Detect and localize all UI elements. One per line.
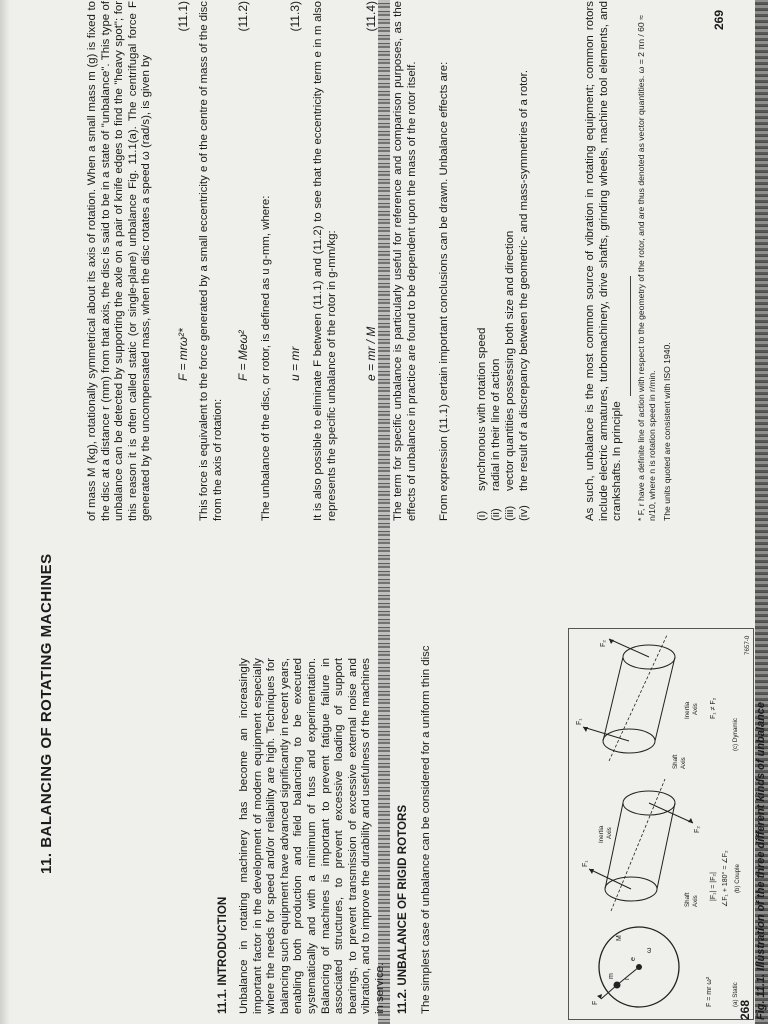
para-eccentricity-text: This force is equivalent to the force generated by a small eccentricity e of the centre of mass of the disc from the axis of rotation: (198, 1, 224, 521)
label-F2-b: F₂ (694, 826, 701, 833)
label-shaft-axis-b: Axis (692, 895, 699, 907)
equation-11-3-expr: u = mr (288, 346, 302, 381)
para-specific-term (392, 1, 419, 521)
label-axis-b: Axis (606, 827, 613, 839)
para-unbalance-definition-text: The unbalance of the disc, or rotor, is defined as u g-mm, where: (260, 195, 272, 521)
list-item (504, 1, 518, 521)
para-common-source (584, 1, 625, 521)
list-item-number: (i) (476, 510, 488, 521)
label-shaft-c: Shaft (672, 754, 679, 769)
couple-arrowhead-2 (688, 818, 693, 823)
equation-11-4-number: (11.4) (364, 1, 378, 32)
equation-11-2-expr: F = Meω² (236, 330, 250, 381)
couple-eq-2: ∠F₁ + 180° = ∠F₂ (722, 850, 729, 907)
label-M: M (616, 935, 623, 941)
equation-11-2-number: (11.2) (236, 1, 250, 32)
para-eccentricity (198, 1, 225, 521)
equation-11-3-number: (11.3) (288, 1, 302, 32)
para-conclusions-text: From expression (11.1) certain important conclusions can be drawn. Unbalance effects are: (438, 61, 450, 521)
footnote-vector: * F, r have a definite line of action with respect to the geometry of the rotor, and are thus denoted as vector quantities. ω = 2 πn / 60 ≈ n/10, where n is rotation speed in r/min. (636, 15, 657, 521)
para-specific-term-text: The term for specific unbalance is particularly useful for reference and comparison purposes, as the effects of unbalance in practice are found to be dependent upon the mass of the rotor itself. (392, 1, 418, 521)
list-item-text: vector quantities possessing both size and direction (504, 230, 517, 491)
unbalance-effects-list (476, 1, 532, 521)
list-item-text: the result of a discrepancy between the geometric- and mass-symmetries of a rotor. (518, 69, 531, 491)
list-item (490, 1, 504, 521)
equation-11-1-expr: F = mrω²* (176, 328, 190, 381)
section-heading-introduction: 11.1. INTRODUCTION (216, 896, 229, 1014)
list-item-number: (iii) (504, 505, 517, 521)
figure-code: 7657-0 (744, 635, 751, 655)
shaft-axis-c (609, 635, 667, 761)
equation-11-4 (364, 1, 380, 521)
label-F2-c: F₂ (600, 640, 607, 647)
dynamic-arrowhead-2 (609, 639, 614, 644)
list-item-text: radial in their line of action (490, 358, 503, 491)
rotor-edge-top-c (603, 657, 623, 741)
label-shaft-b: Shaft (684, 892, 691, 907)
couple-eq-1: |F₁| = |F₂| (710, 872, 717, 901)
label-shaft-axis-c: Axis (680, 757, 687, 769)
equation-11-4-expr: e = mr / M (364, 326, 378, 381)
rigid-paragraph (420, 454, 434, 1014)
caption-a: (a) Static (732, 982, 739, 1007)
label-inertia-c: Inertia (684, 701, 691, 719)
caption-c: (c) Dynamic (732, 717, 739, 751)
equation-11-1 (176, 1, 192, 521)
list-item-number: (iv) (518, 505, 531, 521)
label-omega: ω (646, 947, 653, 953)
radius-line (617, 967, 639, 985)
para-unbalance-definition (260, 1, 274, 521)
couple-force-1 (589, 869, 631, 889)
figure-11-1-drawing (569, 629, 753, 1019)
panel-a-static (592, 927, 739, 1007)
para-mass-definition (86, 1, 154, 521)
rotor-edge-top (605, 803, 623, 889)
figure-11-1 (568, 628, 754, 1020)
label-axis-c: Axis (692, 703, 699, 715)
label-r: r (624, 977, 631, 980)
dynamic-force-2 (609, 639, 649, 657)
rigid-text: The simplest case of unbalance can be considered for a uniform thin disc (420, 645, 432, 1014)
label-m: m (608, 973, 615, 979)
label-F: F (592, 1000, 599, 1005)
list-item-text: synchronous with rotation speed (476, 327, 488, 491)
label-F1-c: F₁ (576, 718, 583, 725)
footnote-iso: The units quoted are consistent with ISO 1940. (662, 342, 672, 521)
panel-c-dynamic (576, 635, 751, 769)
panel-b-couple (582, 779, 741, 911)
dynamic-arrowhead-1 (583, 727, 588, 732)
para-specific-unbalance (312, 1, 339, 521)
page-number-right: 269 (712, 9, 726, 30)
equation-11-2 (236, 1, 252, 521)
dynamic-eq: F₁ ≠ F₂ (710, 697, 717, 719)
para-conclusions (438, 1, 452, 521)
figure-caption: Fig. 11.1. Illustration of the three different kinds of unbalance (755, 701, 767, 1020)
label-inertia-b: Inertia (598, 825, 605, 843)
section-heading-rigid-rotors: 11.2. UNBALANCE OF RIGID ROTORS (396, 804, 409, 1014)
list-item (476, 1, 490, 521)
para-common-source-text: As such, unbalance is the most common source of vibration in rotating equipment; common rotors include electric armatures, turbomachinery, drive shafts, grinding wheels, machine tool elements, and crankshafts. In principle (584, 1, 624, 521)
chapter-title: 11. BALANCING OF ROTATING MACHINES (38, 553, 55, 874)
label-e: e (630, 957, 637, 961)
caption-b: (b) Couple (734, 864, 741, 893)
force-arrow (601, 985, 617, 999)
rotor-edge-bottom-c (655, 657, 675, 741)
intro-paragraph (238, 658, 388, 1014)
page-number-left: 268 (738, 999, 752, 1020)
equation-11-3 (288, 1, 304, 521)
intro-text: Unbalance in rotating machinery has become an increasingly important factor in the development of modern equipment especially where the needs for speed and/or reliability are high. Techniques for balancing such equipment have advanced significantly in recent years, enabling both production and field balancing to be executed systematically and with a minimum of fuss and experimentation. Balancing of machines is important to prevent fatigue failure in associated structures, to prevent excessive loading of support bearings, to prevent transmission of excessive external noise and vibration, and to improve the durability and usefulness of the machines in service. (238, 658, 386, 1014)
label-F1-b: F₁ (582, 860, 589, 867)
footnote-rule (630, 276, 631, 396)
equation-11-1-number: (11.1) (176, 1, 190, 32)
para-specific-unbalance-text: It is also possible to eliminate F between (11.1) and (11.2) to see that the eccentricity term e in m also represents the specific unbalance of the rotor in g-mm/kg: (312, 1, 338, 521)
para-mass-definition-text: of mass M (kg), rotationally symmetrical about its axis of rotation. When a small mass m (g) is fixed to the disc at a distance r (mm) from that axis, the disc is said to be in a state of "unbalance". This type of unbalance can be detected by supporting the axle on a pair of knife edges to find the "heavy spot"; for this reason it is often called static (or single-plane) unbalance Fig. 11.1(a). The centrifugal force F generated by the uncompensated mass, when the disc rotates a speed ω (rad/s), is given by (86, 1, 153, 521)
page-edge-top (0, 0, 10, 1024)
static-formula: F = mr ω² (706, 976, 713, 1007)
list-item (518, 1, 532, 521)
list-item-number: (ii) (490, 508, 503, 521)
rotor-edge-bottom (657, 803, 675, 889)
